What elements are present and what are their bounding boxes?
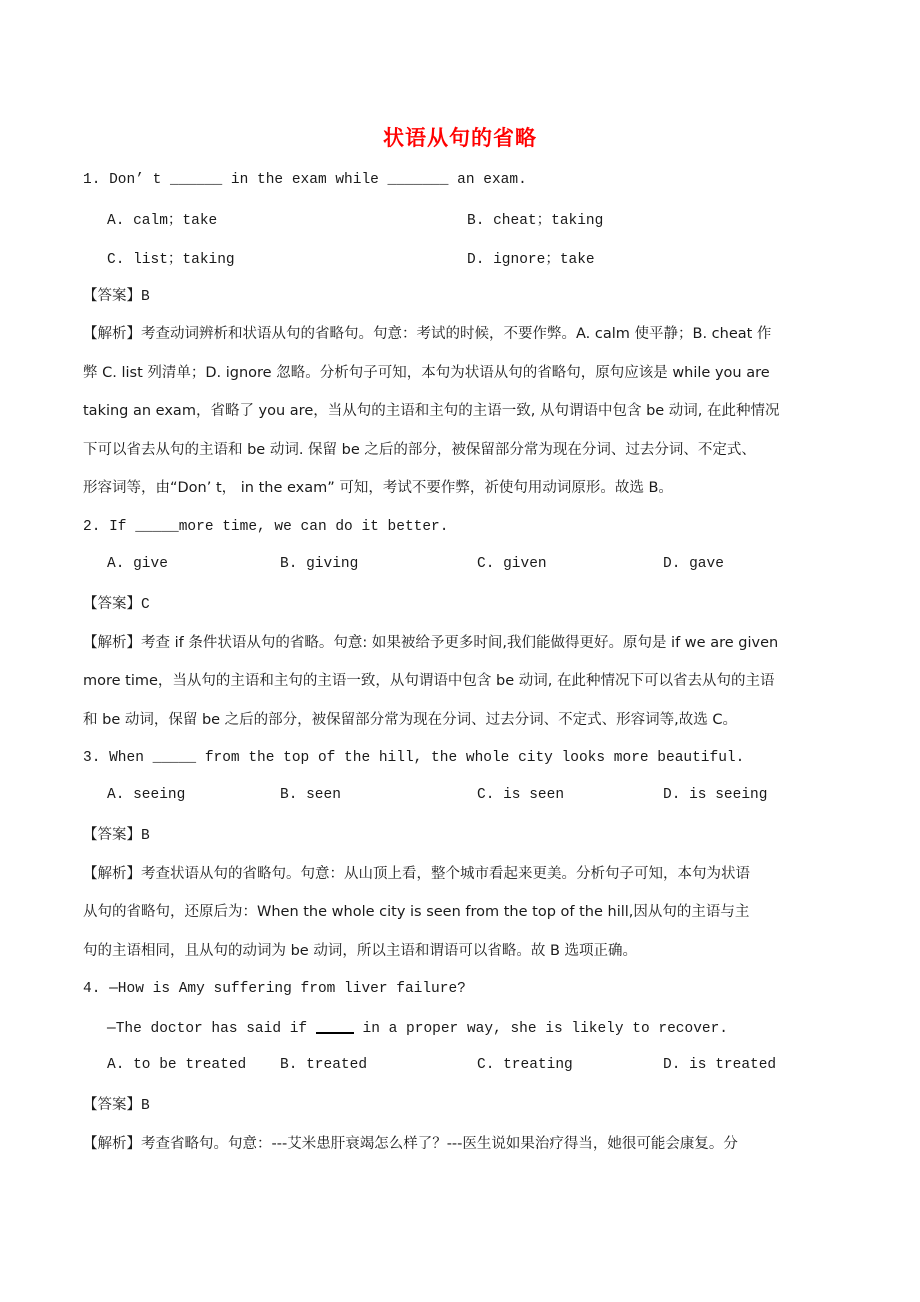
question-1-stem: 1. Don’ t ______ in the exam while _______ an exam.	[83, 172, 527, 188]
answer-label: 【答案】	[83, 596, 141, 612]
answer-value: C	[141, 597, 150, 613]
question-3-analysis-line: 句的主语相同，且从句的动词为 be 动词，所以主语和谓语可以省略。故 B 选项正确。	[83, 943, 638, 959]
question-1-analysis-line: 形容词等，由“Don’ t， in the exam” 可知，考试不要作弊，祈使句用动词原形。故选 B。	[83, 480, 673, 496]
question-2-option-c: C. given	[477, 556, 547, 572]
question-2-analysis-line	[83, 633, 778, 653]
question-3-option-b: B. seen	[280, 787, 341, 803]
question-4-stem-line-1: 4. —How is Amy suffering from liver failure?	[83, 981, 466, 997]
analysis-text: 考查状语从句的省略句。句意：从山顶上看，整个城市看起来更美。分析句子可知，本句为状语	[141, 866, 750, 882]
question-1-answer	[83, 286, 150, 307]
answer-blank	[316, 1018, 354, 1034]
question-4-option-a: A. to be treated	[107, 1057, 247, 1073]
question-4-analysis-line	[83, 1134, 738, 1154]
question-4-option-d: D. is treated	[663, 1057, 777, 1073]
analysis-text: 考查 if 条件状语从句的省略。句意: 如果被给予更多时间,我们能做得更好。原句是 if we are given	[141, 635, 779, 651]
question-1-analysis-line: taking an exam，省略了 you are，当从句的主语和主句的主语一致, 从句谓语中包含 be 动词, 在此种情况	[83, 403, 780, 419]
answer-value: B	[141, 828, 150, 844]
question-3-stem: 3. When _____ from the top of the hill, the whole city looks more beautiful.	[83, 750, 745, 766]
question-3-analysis-line: 从句的省略句，还原后为：When the whole city is seen from the top of the hill,因从句的主语与主	[83, 904, 750, 920]
analysis-label: 【解析】	[83, 326, 141, 342]
question-3-analysis-line	[83, 864, 750, 884]
answer-label: 【答案】	[83, 827, 141, 843]
question-1-analysis-line: 弊 C. list 列清单；D. ignore 忽略。分析句子可知，本句为状语从句的省略句，原句应该是 while you are	[83, 365, 770, 381]
stem-text: in a proper way, she is likely to recover.	[353, 1021, 729, 1037]
question-4-option-c: C. treating	[477, 1057, 573, 1073]
analysis-text: 考查动词辨析和状语从句的省略句。句意：考试的时候，不要作弊。A. calm 使平静；B. cheat 作	[141, 326, 772, 342]
document-title: 状语从句的省略	[383, 126, 537, 150]
question-1-analysis-line: 下可以省去从句的主语和 be 动词. 保留 be 之后的部分，被保留部分常为现在分词、过去分词、不定式、	[83, 442, 756, 458]
question-2-stem: 2. If _____more time, we can do it better.	[83, 519, 449, 535]
question-2-option-d: D. gave	[663, 556, 724, 572]
analysis-label: 【解析】	[83, 1136, 141, 1152]
question-2-analysis-line: more time，当从句的主语和主句的主语一致，从句谓语中包含 be 动词, 在此种情况下可以省去从句的主语	[83, 673, 775, 689]
question-3-answer	[83, 825, 150, 846]
question-1-option-d: D. ignore；take	[467, 252, 595, 268]
question-3-option-a: A. seeing	[107, 787, 186, 803]
analysis-text: 考查省略句。句意：---艾米患肝衰竭怎么样了？---医生说如果治疗得当，她很可能会康复。分	[141, 1136, 738, 1152]
question-3-option-d: D. is seeing	[663, 787, 768, 803]
question-1-option-a: A. calm；take	[107, 213, 218, 229]
question-4-option-b: B. treated	[280, 1057, 368, 1073]
answer-label: 【答案】	[83, 288, 141, 304]
question-1-option-b: B. cheat；taking	[467, 213, 604, 229]
question-2-analysis-line: 和 be 动词，保留 be 之后的部分，被保留部分常为现在分词、过去分词、不定式、形容词等,故选 C。	[83, 712, 738, 728]
question-1-option-c: C. list；taking	[107, 252, 235, 268]
question-3-option-c: C. is seen	[477, 787, 565, 803]
answer-label: 【答案】	[83, 1097, 141, 1113]
question-2-option-a: A. give	[107, 556, 168, 572]
question-2-option-b: B. giving	[280, 556, 359, 572]
answer-value: B	[141, 289, 150, 305]
question-4-answer	[83, 1095, 150, 1116]
question-1-analysis-line	[83, 324, 771, 344]
analysis-label: 【解析】	[83, 866, 141, 882]
analysis-label: 【解析】	[83, 635, 141, 651]
stem-text: —The doctor has said if	[107, 1021, 316, 1037]
question-2-answer	[83, 594, 150, 615]
question-4-stem-line-2	[107, 1018, 728, 1039]
answer-value: B	[141, 1098, 150, 1114]
